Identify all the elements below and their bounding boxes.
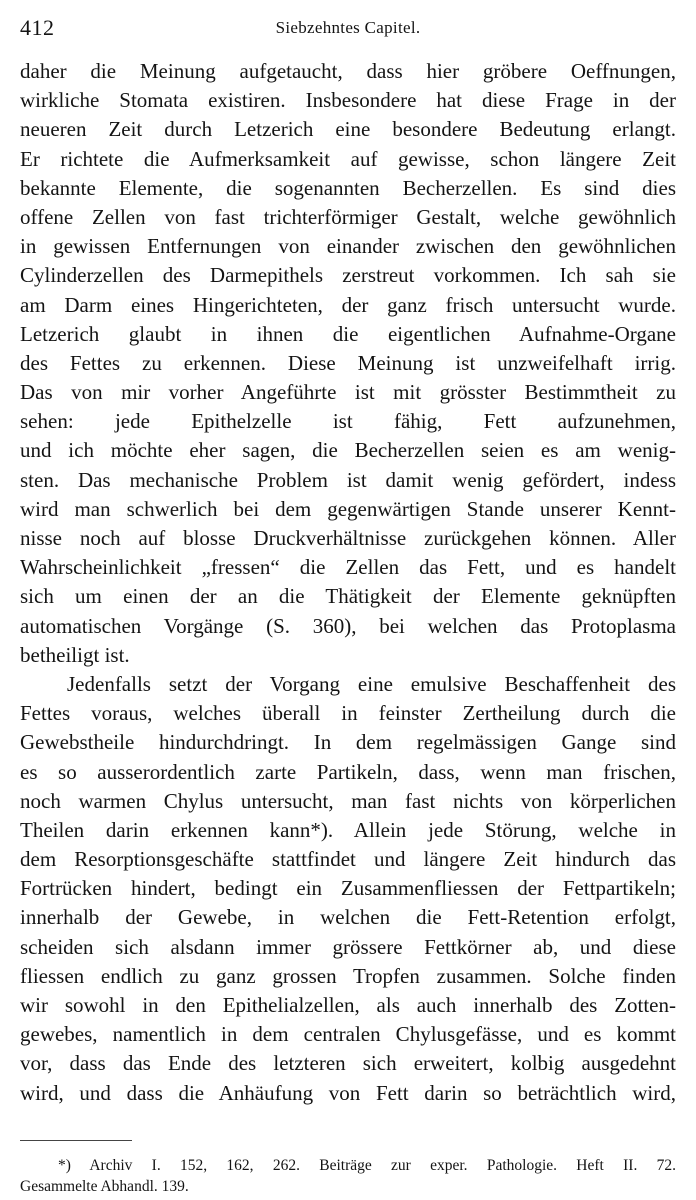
text-line: am Darm eines Hingerichteten, der ganz frisch untersucht wurde. bbox=[20, 292, 676, 317]
text-line: Er richtete die Aufmerksamkeit auf gewisse, schon längere Zeit bbox=[20, 146, 676, 171]
footnote bbox=[20, 1155, 676, 1197]
text-line: wirkliche Stomata existiren. Insbesondere hat diese Frage in der bbox=[20, 88, 676, 113]
text-line: vor, dass das Ende des letzteren sich erweitert, kolbig ausgedehnt bbox=[20, 1051, 676, 1076]
text-line: wir sowohl in den Epithelialzellen, als auch innerhalb des Zotten- bbox=[20, 993, 676, 1017]
text-line: Jedenfalls setzt der Vorgang eine emulsive Beschaffenheit des bbox=[67, 671, 676, 696]
footnote-divider bbox=[20, 1140, 132, 1141]
text-line: sehen: jede Epithelzelle ist fähig, Fett aufzunehmen, bbox=[20, 409, 676, 434]
text-line: betheiligt ist. bbox=[20, 642, 130, 667]
footnote-line: Gesammelte Abhandl. 139. bbox=[20, 1178, 189, 1195]
text-line: bekannte Elemente, die sogenannten Becherzellen. Es sind dies bbox=[20, 175, 676, 200]
text-line: es so ausserordentlich zarte Partikeln, dass, wenn man frischen, bbox=[20, 759, 676, 784]
text-line: wird man schwerlich bei dem gegenwärtigen Stande unserer Kennt- bbox=[20, 496, 676, 521]
text-line: nisse noch auf blosse Druckverhältnisse zurückgehen können. Aller bbox=[20, 526, 676, 550]
text-line: Fortrücken hindert, bedingt ein Zusammenfliessen der Fettpartikeln; bbox=[20, 876, 676, 901]
running-head bbox=[20, 15, 676, 43]
text-line: Gewebstheile hindurchdringt. In dem regelmässigen Gange sind bbox=[20, 730, 676, 755]
text-line: offene Zellen von fast trichterförmiger Gestalt, welche gewöhnlich bbox=[20, 204, 676, 229]
text-line: wird, und dass die Anhäufung von Fett darin so beträchtlich wird, bbox=[20, 1080, 676, 1105]
text-line: Fettes voraus, welches überall in feinster Zertheilung durch die bbox=[20, 701, 676, 726]
book-page bbox=[20, 0, 676, 1200]
text-line: Letzerich glaubt in ihnen die eigentlichen Aufnahme-Organe bbox=[20, 321, 676, 346]
text-line: sten. Das mechanische Problem ist damit wenig gefördert, indess bbox=[20, 467, 676, 492]
text-line: daher die Meinung aufgetaucht, dass hier gröbere Oeffnungen, bbox=[20, 59, 676, 83]
text-line: Cylinderzellen des Darmepithels zerstreut vorkommen. Ich sah sie bbox=[20, 263, 676, 288]
footnote-line: *) Archiv I. 152, 162, 262. Beiträge zur exper. Pathologie. Heft II. 72. bbox=[58, 1157, 676, 1174]
text-line: neueren Zeit durch Letzerich eine besondere Bedeutung erlangt. bbox=[20, 117, 676, 142]
text-line: Das von mir vorher Angeführte ist mit grösster Bestimmtheit zu bbox=[20, 380, 676, 405]
text-line: in gewissen Entfernungen von einander zwischen den gewöhnlichen bbox=[20, 234, 676, 259]
page-number: 412 bbox=[20, 15, 55, 40]
text-line: dem Resorptionsgeschäfte stattfindet und längere Zeit hindurch das bbox=[20, 847, 676, 872]
text-line: automatischen Vorgänge (S. 360), bei welchen das Protoplasma bbox=[20, 613, 676, 638]
text-line: Wahrscheinlichkeit „fressen“ die Zellen das Fett, und es handelt bbox=[20, 555, 676, 580]
body-text bbox=[20, 57, 676, 1108]
text-line: noch warmen Chylus untersucht, man fast nichts von körperlichen bbox=[20, 788, 676, 813]
paragraph bbox=[20, 670, 676, 1108]
text-line: innerhalb der Gewebe, in welchen die Fett-Retention erfolgt, bbox=[20, 905, 676, 930]
text-line: fliessen endlich zu ganz grossen Tropfen zusammen. Solche finden bbox=[20, 963, 676, 988]
text-line: Theilen darin erkennen kann*). Allein jede Störung, welche in bbox=[20, 817, 676, 842]
text-line: und ich möchte eher sagen, die Becherzellen seien es am wenig- bbox=[20, 438, 676, 463]
text-line: scheiden sich alsdann immer grössere Fettkörner ab, und diese bbox=[20, 934, 676, 959]
text-line: des Fettes zu erkennen. Diese Meinung ist unzweifelhaft irrig. bbox=[20, 350, 676, 375]
text-line: gewebes, namentlich in dem centralen Chylusgefässe, und es kommt bbox=[20, 1022, 676, 1047]
text-line: sich um einen der an die Thätigkeit der Elemente geknüpften bbox=[20, 584, 676, 609]
chapter-title: Siebzehntes Capitel. bbox=[275, 18, 421, 37]
paragraph bbox=[20, 57, 676, 670]
